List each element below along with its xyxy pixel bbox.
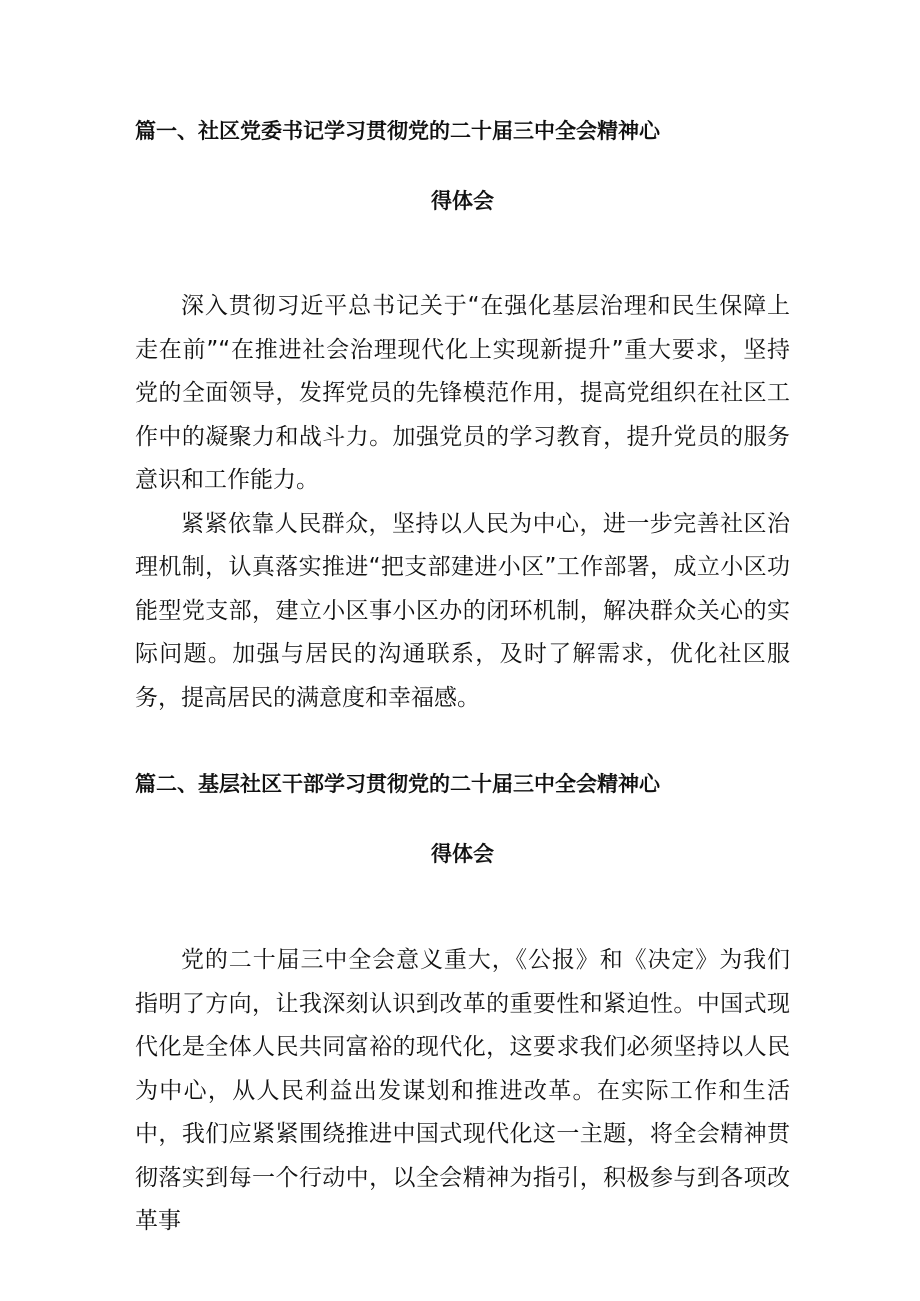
section-1-heading-line-1: 篇一、社区党委书记学习贯彻党的二十届三中全会精神心: [135, 119, 660, 143]
section-2-spacer: [135, 869, 790, 939]
section-1-paragraph-1: 深入贯彻习近平总书记关于“在强化基层治理和民生保障上走在前”“在推进社会治理现代化上实现新提升”重大要求，坚持党的全面领导，发挥党员的先锋模范作用，提高党组织在社区工作中的凝聚力和战斗力。加强党员的学习教育，提升党员的服务意识和工作能力。: [135, 293, 790, 493]
section-2: [135, 769, 790, 1244]
section-2-heading-line-1: 篇二、基层社区干部学习贯彻党的二十届三中全会精神心: [135, 772, 660, 796]
section-1-heading-line-2: 得体会: [431, 189, 494, 213]
section-1-spacer: [135, 216, 790, 285]
section-2-heading-line-2: 得体会: [431, 842, 494, 866]
section-1-paragraph-2: 紧紧依靠人民群众，坚持以人民为中心，进一步完善社区治理机制，认真落实推进“把支部建进小区”工作部署，成立小区功能型党支部，建立小区事小区办的闭环机制，解决群众关心的实际问题。加强与居民的沟通联系，及时了解需求，优化社区服务，提高居民的满意度和幸福感。: [135, 510, 790, 711]
section-1: [135, 116, 790, 720]
section-2-paragraph-1: 党的二十届三中全会意义重大，《公报》和《决定》为我们指明了方向，让我深刻认识到改革的重要性和紧迫性。中国式现代化是全体人民共同富裕的现代化，这要求我们必须坚持以人民为中心，从人民利益出发谋划和推进改革。在实际工作和生活中，我们应紧紧围绕推进中国式现代化这一主题，将全会精神贯彻落实到每一个行动中，以全会精神为指引，积极参与到各项改革事: [135, 947, 790, 1234]
